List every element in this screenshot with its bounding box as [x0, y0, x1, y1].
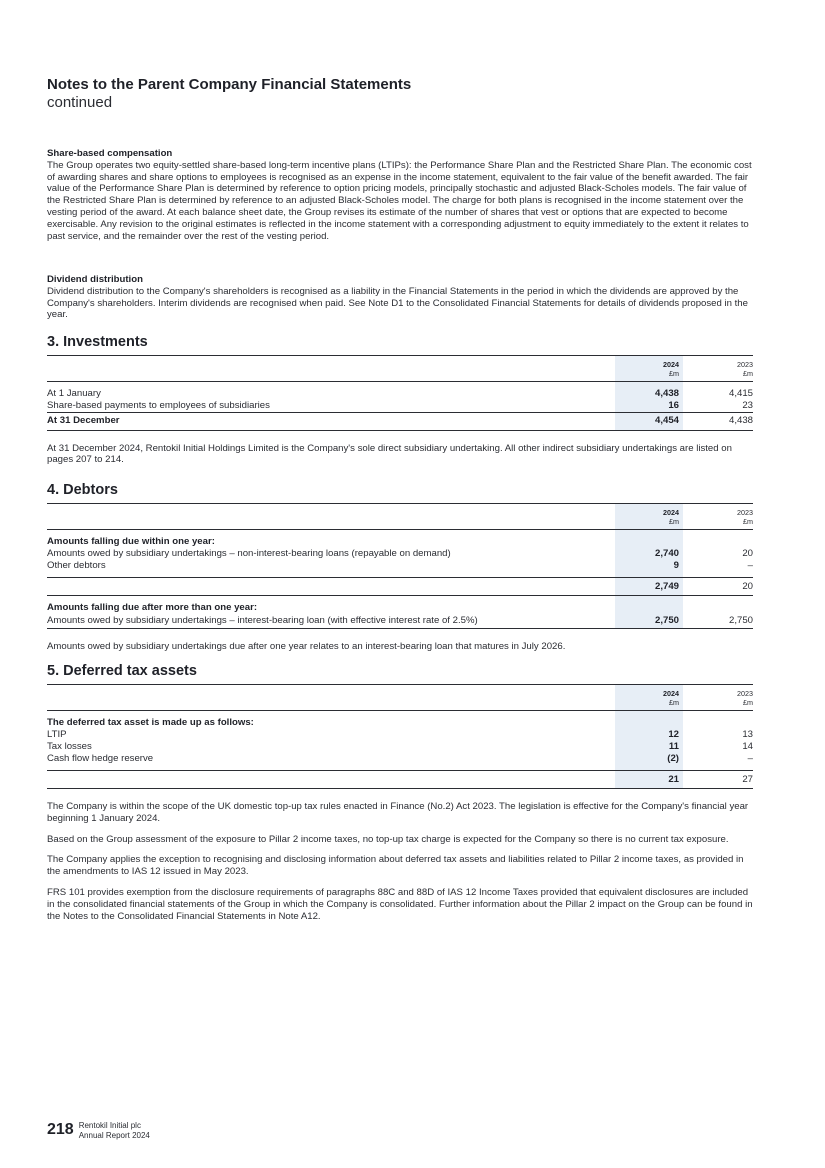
debtors-table [47, 503, 753, 629]
table-row [47, 400, 753, 413]
table-row [47, 560, 753, 572]
value-2023: 20 [742, 547, 753, 559]
value-2023: 23 [742, 399, 753, 411]
total-row [47, 412, 753, 430]
deferred-tax-table [47, 684, 753, 789]
col-2024: 2024 [663, 507, 679, 517]
value-2023: 4,415 [728, 387, 753, 399]
investments-note: At 31 December 2024, Rentokil Initial Holdings Limited is the Company's sole direct subsidiary undertaking. All other indirect subsidiary undertakings are listed on pages 207 to 214. [47, 442, 732, 466]
col-2023: 2023 [737, 688, 753, 698]
value-2023: 13 [742, 728, 753, 740]
table-row [47, 741, 753, 753]
table-header-row [47, 685, 753, 711]
debtors-note: Amounts owed by subsidiary undertakings due after one year relates to an interest-bearing loan that matures in July 2026. [47, 641, 566, 652]
col-unit: £m [743, 368, 753, 378]
value-2023: 14 [742, 740, 753, 752]
row-label: Amounts falling due within one year: [47, 535, 215, 547]
page-subtitle: continued [47, 94, 113, 111]
row-label: LTIP [47, 728, 67, 740]
deferred-tax-note: The Company is within the scope of the UK domestic top-up tax rules enacted in Finance (No.2) Act 2023. The legislation is effective for the Company's financial year beginning 1 January 2024. [47, 801, 749, 824]
deferred-tax-note: Based on the Group assessment of the exposure to Pillar 2 income taxes, no top-up tax charge is expected for the Company so there is no current tax exposure. [47, 833, 729, 845]
share-based-text: The Group operates two equity-settled share-based long-term incentive plans (LTIPs): the Performance Share Plan and the Restricted Share Plan. The economic cost of awarding shares and share options to employees is recognised as an expense in the income statement, equivalent to the fair value of the benefit awarded. The fair value of the Performance Share Plan is determined by reference to option pricing models, principally stochastic and adjusted Black-Scholes models. The fair value of the Restricted Share Plan is determined by reference to an adjusted Black-Scholes model. The charge for both plans is recognised in the income statement over the vesting period of the award. At each balance sheet date, the Group revises its estimate of the number of shares that vest or options that are expected to become exercisable. Any revision to the original estimates is reflected in the income statement with a corresponding adjustment to equity immediately to the extent it relates to past service, and the remainder over the rest of the vesting period. [47, 159, 752, 242]
row-label: At 31 December [47, 412, 615, 430]
deferred-tax-section [47, 663, 753, 922]
dividend-text: Dividend distribution to the Company's shareholders is recognised as a liability in the Financial Statements in the period in which the dividends are approved by the Company's shareholders. Interim dividends are recognised when paid. See Note D1 to the Consolidated Financial Statements for details of dividends proposed in the year. [47, 285, 748, 321]
group-heading-row [47, 717, 753, 729]
investments-section [47, 334, 753, 466]
table-row [47, 729, 753, 741]
share-based-section [47, 148, 753, 242]
row-label: Cash flow hedge reserve [47, 752, 154, 764]
col-2024: 2024 [663, 688, 679, 698]
page-number: 218 [47, 1121, 74, 1138]
row-label: The deferred tax asset is made up as follows: [47, 716, 254, 728]
value-2024: 2,740 [615, 548, 683, 560]
page-footer [47, 1121, 150, 1141]
value-2024: 21 [615, 771, 683, 789]
footer-report: Annual Report 2024 [78, 1131, 150, 1140]
value-2023: – [747, 752, 753, 764]
value-2023: 27 [683, 771, 753, 789]
value-2024: 4,454 [615, 412, 683, 430]
deferred-tax-note: The Company applies the exception to recognising and disclosing information about deferred tax assets and liabilities related to Pillar 2 income taxes, as provided in the amendments to IAS 12 issued in May 2023. [47, 854, 744, 878]
table-header-row [47, 356, 753, 382]
col-unit: £m [743, 516, 753, 526]
footer-company: Rentokil Initial plc [78, 1121, 141, 1130]
col-2023: 2023 [737, 507, 753, 517]
page-title: Notes to the Parent Company Financial Statements [47, 76, 412, 93]
value-2024: 4,438 [615, 388, 683, 400]
value-2024: 2,749 [615, 578, 683, 596]
debtors-heading: 4. Debtors [47, 482, 118, 498]
col-unit: £m [669, 697, 679, 707]
row-label: Tax losses [47, 740, 92, 752]
value-2024: 2,750 [615, 614, 683, 629]
group-heading-row [47, 536, 753, 548]
value-2024: 11 [615, 741, 683, 753]
value-2024: 16 [615, 400, 683, 413]
value-2024: 9 [615, 560, 683, 572]
col-unit: £m [669, 516, 679, 526]
value-2023: 4,438 [683, 412, 753, 430]
value-2023: 2,750 [683, 614, 753, 629]
deferred-tax-note: FRS 101 provides exemption from the disclosure requirements of paragraphs 88C and 88D of IAS 12 Income Taxes provided that equivalent disclosures are included in the consolidated financial statements of the Group in which the Company is consolidated. Further information about the Pillar 2 impact on the Group can be found in the Notes to the Consolidated Financial Statements in Note A12. [47, 886, 753, 922]
table-row [47, 614, 753, 629]
table-row [47, 548, 753, 560]
debtors-section [47, 482, 753, 653]
col-2024: 2024 [663, 359, 679, 369]
value-2024: 12 [615, 729, 683, 741]
table-row [47, 388, 753, 400]
deferred-tax-heading: 5. Deferred tax assets [47, 663, 197, 679]
investments-table [47, 355, 753, 431]
col-2023: 2023 [737, 359, 753, 369]
row-label: Amounts owed by subsidiary undertakings – non-interest-bearing loans (repayable on demand) [47, 547, 451, 559]
row-label: Other debtors [47, 559, 106, 571]
group-heading-row [47, 602, 753, 614]
row-label: Share-based payments to employees of subsidiaries [47, 399, 270, 411]
investments-heading: 3. Investments [47, 334, 148, 350]
col-unit: £m [669, 368, 679, 378]
value-2023: 20 [683, 578, 753, 596]
row-label: Amounts falling due after more than one year: [47, 601, 258, 613]
value-2024: (2) [615, 753, 683, 765]
subtotal-row [47, 578, 753, 596]
row-label: Amounts owed by subsidiary undertakings – interest-bearing loan (with effective interest rate of 2.5%) [47, 614, 615, 629]
dividend-heading: Dividend distribution [47, 274, 143, 285]
share-based-heading: Share-based compensation [47, 148, 173, 159]
table-header-row [47, 504, 753, 530]
col-unit: £m [743, 697, 753, 707]
value-2023: – [747, 559, 753, 571]
row-label: At 1 January [47, 387, 101, 399]
total-row [47, 771, 753, 789]
table-row [47, 753, 753, 765]
dividend-section [47, 274, 753, 321]
